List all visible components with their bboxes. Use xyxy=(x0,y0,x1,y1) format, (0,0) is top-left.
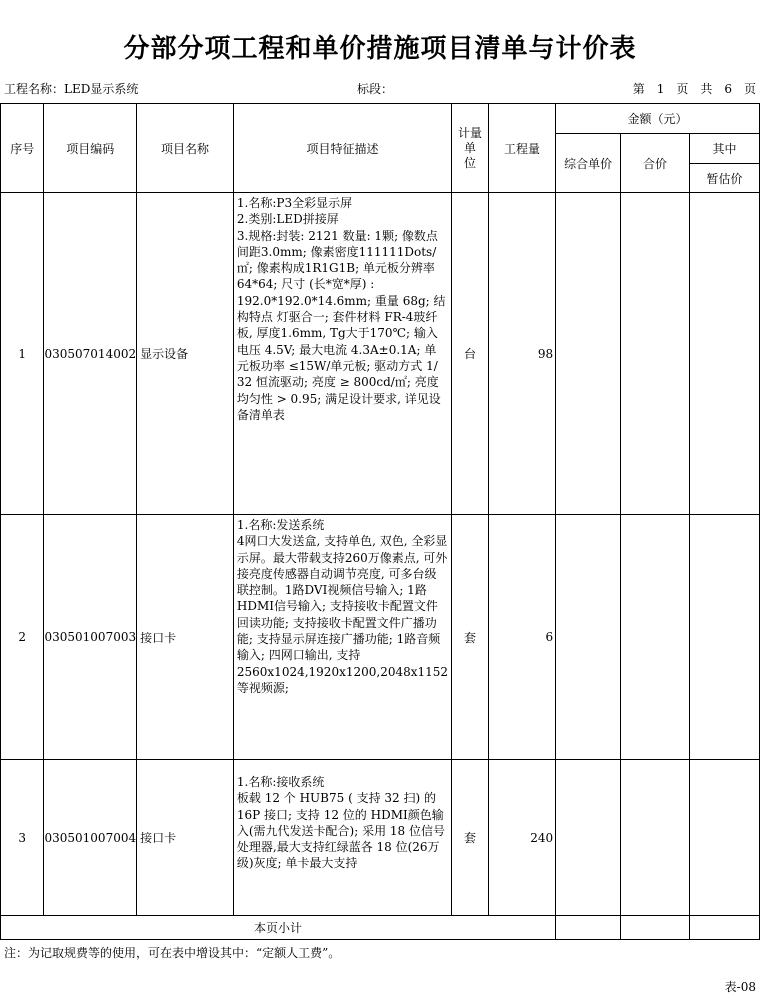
row-desc xyxy=(233,193,451,515)
header-of-which: 其中 xyxy=(690,134,760,164)
header-desc: 项目特征描述 xyxy=(233,104,451,193)
row-unit-price xyxy=(556,760,621,916)
row-seq: 3 xyxy=(1,760,44,916)
bill-table xyxy=(0,103,760,940)
section-label: 标段： xyxy=(357,82,394,96)
row-code: 030501007004 xyxy=(44,760,137,916)
row-name: 接口卡 xyxy=(137,760,234,916)
row-desc-text: 1.名称:P3全彩显示屏 2.类别:LED拼接屏 3.规格:封装: 2121 数量: 1颗; 像数点间距3.0mm; 像素密度111111Dots/㎡; 像素构成1R1G1B; 单元板分辨率64*64; 尺寸 (长*宽*厚) : 192.0*192.0*14.6mm; 重量 68g; 结构特点 灯驱合一; 套件材料 FR-4玻纤板, 厚度1.6mm, Tg大于170℃; 输入电压 4.5V; 最大电流 4.3A±0.1A; 单元板功率 ≤15W/单元板; 驱动方式 1/ 32 恒流驱动; 亮度 ≥ 800cd/㎡; 亮度均匀性 > 0.95; 满足设计要求, 详见设备清单表 xyxy=(236,196,446,422)
row-desc xyxy=(233,515,451,760)
row-total xyxy=(621,193,690,515)
table-row xyxy=(1,760,760,916)
subtotal-total xyxy=(621,916,690,940)
row-provisional xyxy=(690,193,760,515)
header-code: 项目编码 xyxy=(44,104,137,193)
subtotal-label: 本页小计 xyxy=(1,916,556,940)
row-unit: 套 xyxy=(452,760,489,916)
footnote: 注：为记取规费等的使用，可在表中增设其中：“定额人工费”。 xyxy=(4,946,341,960)
page-info: 第 1 页 共 6 页 xyxy=(632,82,756,96)
form-number: 表-08 xyxy=(724,980,756,994)
row-seq: 2 xyxy=(1,515,44,760)
row-name: 接口卡 xyxy=(137,515,234,760)
row-qty: 6 xyxy=(488,515,555,760)
header-qty: 工程量 xyxy=(488,104,555,193)
row-code: 030501007003 xyxy=(44,515,137,760)
subtotal-row xyxy=(1,916,760,940)
row-desc-text: 1.名称:发送系统 4网口大发送盒, 支持单色, 双色, 全彩显示屏。最大带载支持260万像素点, 可外接亮度传感器自动调节亮度, 可多台级联控制。1路DVI视频信号输入; 1路HDMI信号输入; 支持接收卡配置文件回读功能; 支持接收卡配置文件广播功能; 支持显示屏连接广播功能; 1路音频输入; 四网口输出, 支持2560x1024,1920x1200,2048x1152等视频源; xyxy=(236,518,449,695)
row-unit-price xyxy=(556,193,621,515)
row-seq: 1 xyxy=(1,193,44,515)
row-total xyxy=(621,515,690,760)
page-title: 分部分项工程和单价措施项目清单与计价表 xyxy=(123,34,637,64)
header-unit-price: 综合单价 xyxy=(556,134,621,193)
table-row xyxy=(1,515,760,760)
row-desc xyxy=(233,760,451,916)
row-qty: 240 xyxy=(488,760,555,916)
row-unit-price xyxy=(556,515,621,760)
header-provisional: 暂估价 xyxy=(690,164,760,193)
row-name: 显示设备 xyxy=(137,193,234,515)
header-amount: 金额（元） xyxy=(556,104,760,134)
subtotal-provisional xyxy=(690,916,760,940)
row-desc-text: 1.名称:接收系统 板载 12 个 HUB75 ( 支持 32 扫) 的 16P 接口; 支持 12 位的 HDMI颜色输入(需九代发送卡配合); 采用 18 位信号处理器,最大支持红绿蓝各 18 位(26万级)灰度; 单卡最大支持 xyxy=(236,775,445,871)
row-unit: 台 xyxy=(452,193,489,515)
row-qty: 98 xyxy=(488,193,555,515)
table-row xyxy=(1,193,760,515)
row-provisional xyxy=(690,760,760,916)
header-name: 项目名称 xyxy=(137,104,234,193)
header-total: 合价 xyxy=(621,134,690,193)
row-provisional xyxy=(690,515,760,760)
project-name: 工程名称：LED显示系统 xyxy=(4,82,139,96)
row-total xyxy=(621,760,690,916)
row-unit: 套 xyxy=(452,515,489,760)
row-code: 030507014002 xyxy=(44,193,137,515)
header-unit: 计量单 位 xyxy=(452,104,489,193)
header-seq: 序号 xyxy=(1,104,44,193)
subtotal-unit-price xyxy=(556,916,621,940)
